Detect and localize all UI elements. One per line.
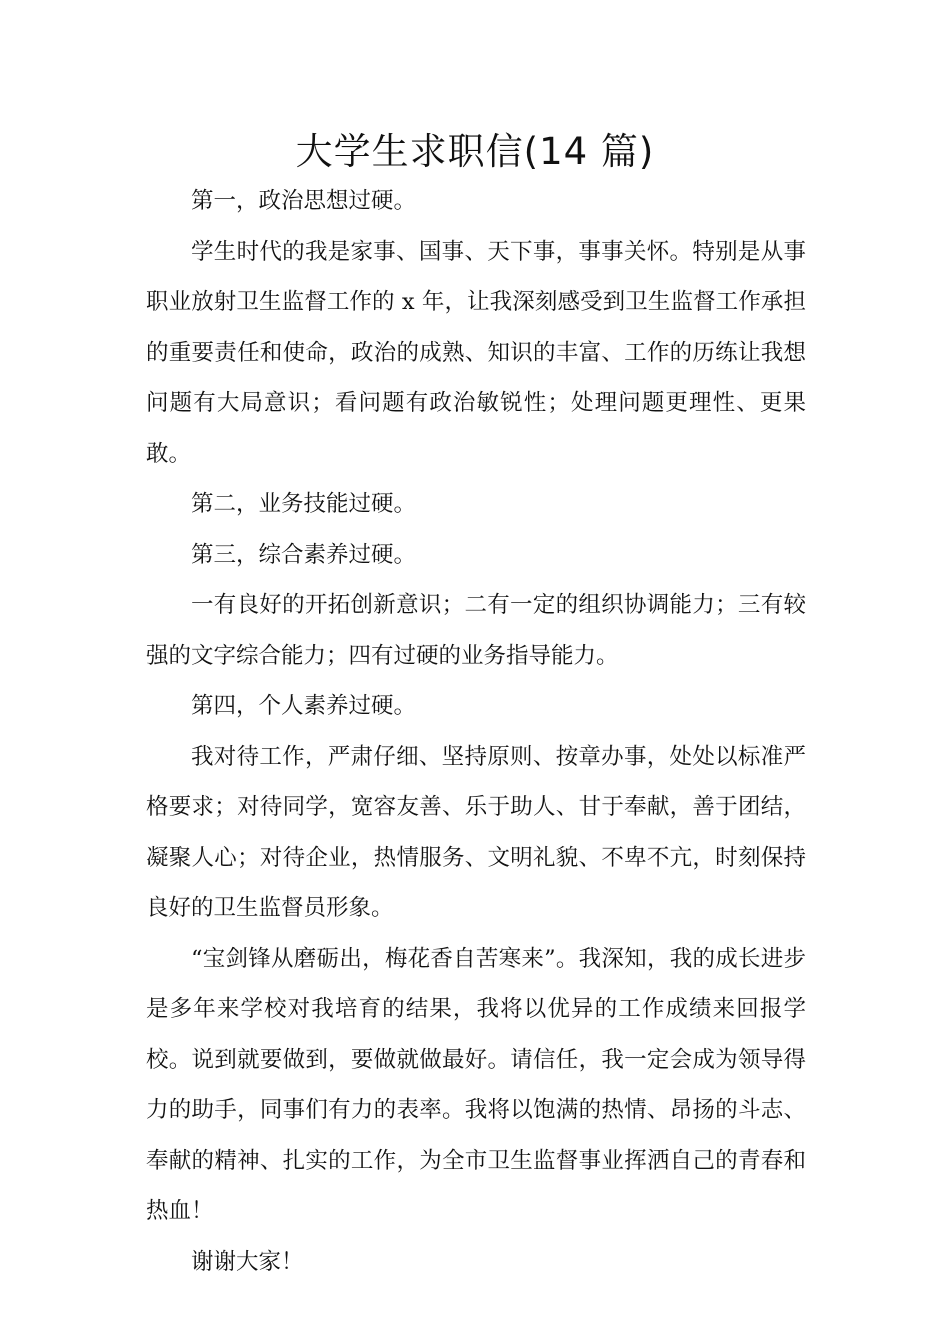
paragraph-closing-statement: “宝剑锋从磨砺出，梅花香自苦寒来”。我深知，我的成长进步是多年来学校对我培育的结果，我将以优异的工作成绩来回报学校。说到就要做到，要做就做最好。请信任，我一定会成为领导得力的助手，同事们有力的表率。我将以饱满的热情、昂扬的斗志、奉献的精神、扎实的工作，为全市卫生监督事业挥洒自己的青春和热血！	[146, 945, 806, 1224]
paragraph-abilities-detail: 一有良好的开拓创新意识；二有一定的组织协调能力；三有较强的文字综合能力；四有过硬的业务指导能力。	[146, 592, 806, 669]
paragraph-point-four: 第四，个人素养过硬。	[191, 693, 417, 719]
paragraph-point-three: 第三，综合素养过硬。	[191, 541, 417, 568]
page-title: 大学生求职信(14 篇)	[295, 130, 655, 173]
paragraph-personal-detail: 我对待工作，严肃仔细、坚持原则、按章办事，处处以标准严格要求；对待同学，宽容友善、乐于助人、甘于奉献，善于团结，凝聚人心；对待企业，热情服务、文明礼貌、不卑不亢，时刻保持良好的卫生监督员形象。	[146, 743, 806, 921]
paragraph-political-detail: 学生时代的我是家事、国事、天下事，事事关怀。特别是从事职业放射卫生监督工作的 x 年，让我深刻感受到卫生监督工作承担的重要责任和使命，政治的成熟、知识的丰富、工作的历练让我想问题有大局意识；看问题有政治敏锐性；处理问题更理性、更果敢。	[146, 238, 806, 467]
paragraph-point-one: 第一，政治思想过硬。	[191, 188, 417, 214]
paragraph-point-two: 第二，业务技能过硬。	[191, 491, 417, 517]
document-body	[146, 176, 806, 1287]
paragraph-thanks: 谢谢大家！	[191, 1248, 304, 1275]
